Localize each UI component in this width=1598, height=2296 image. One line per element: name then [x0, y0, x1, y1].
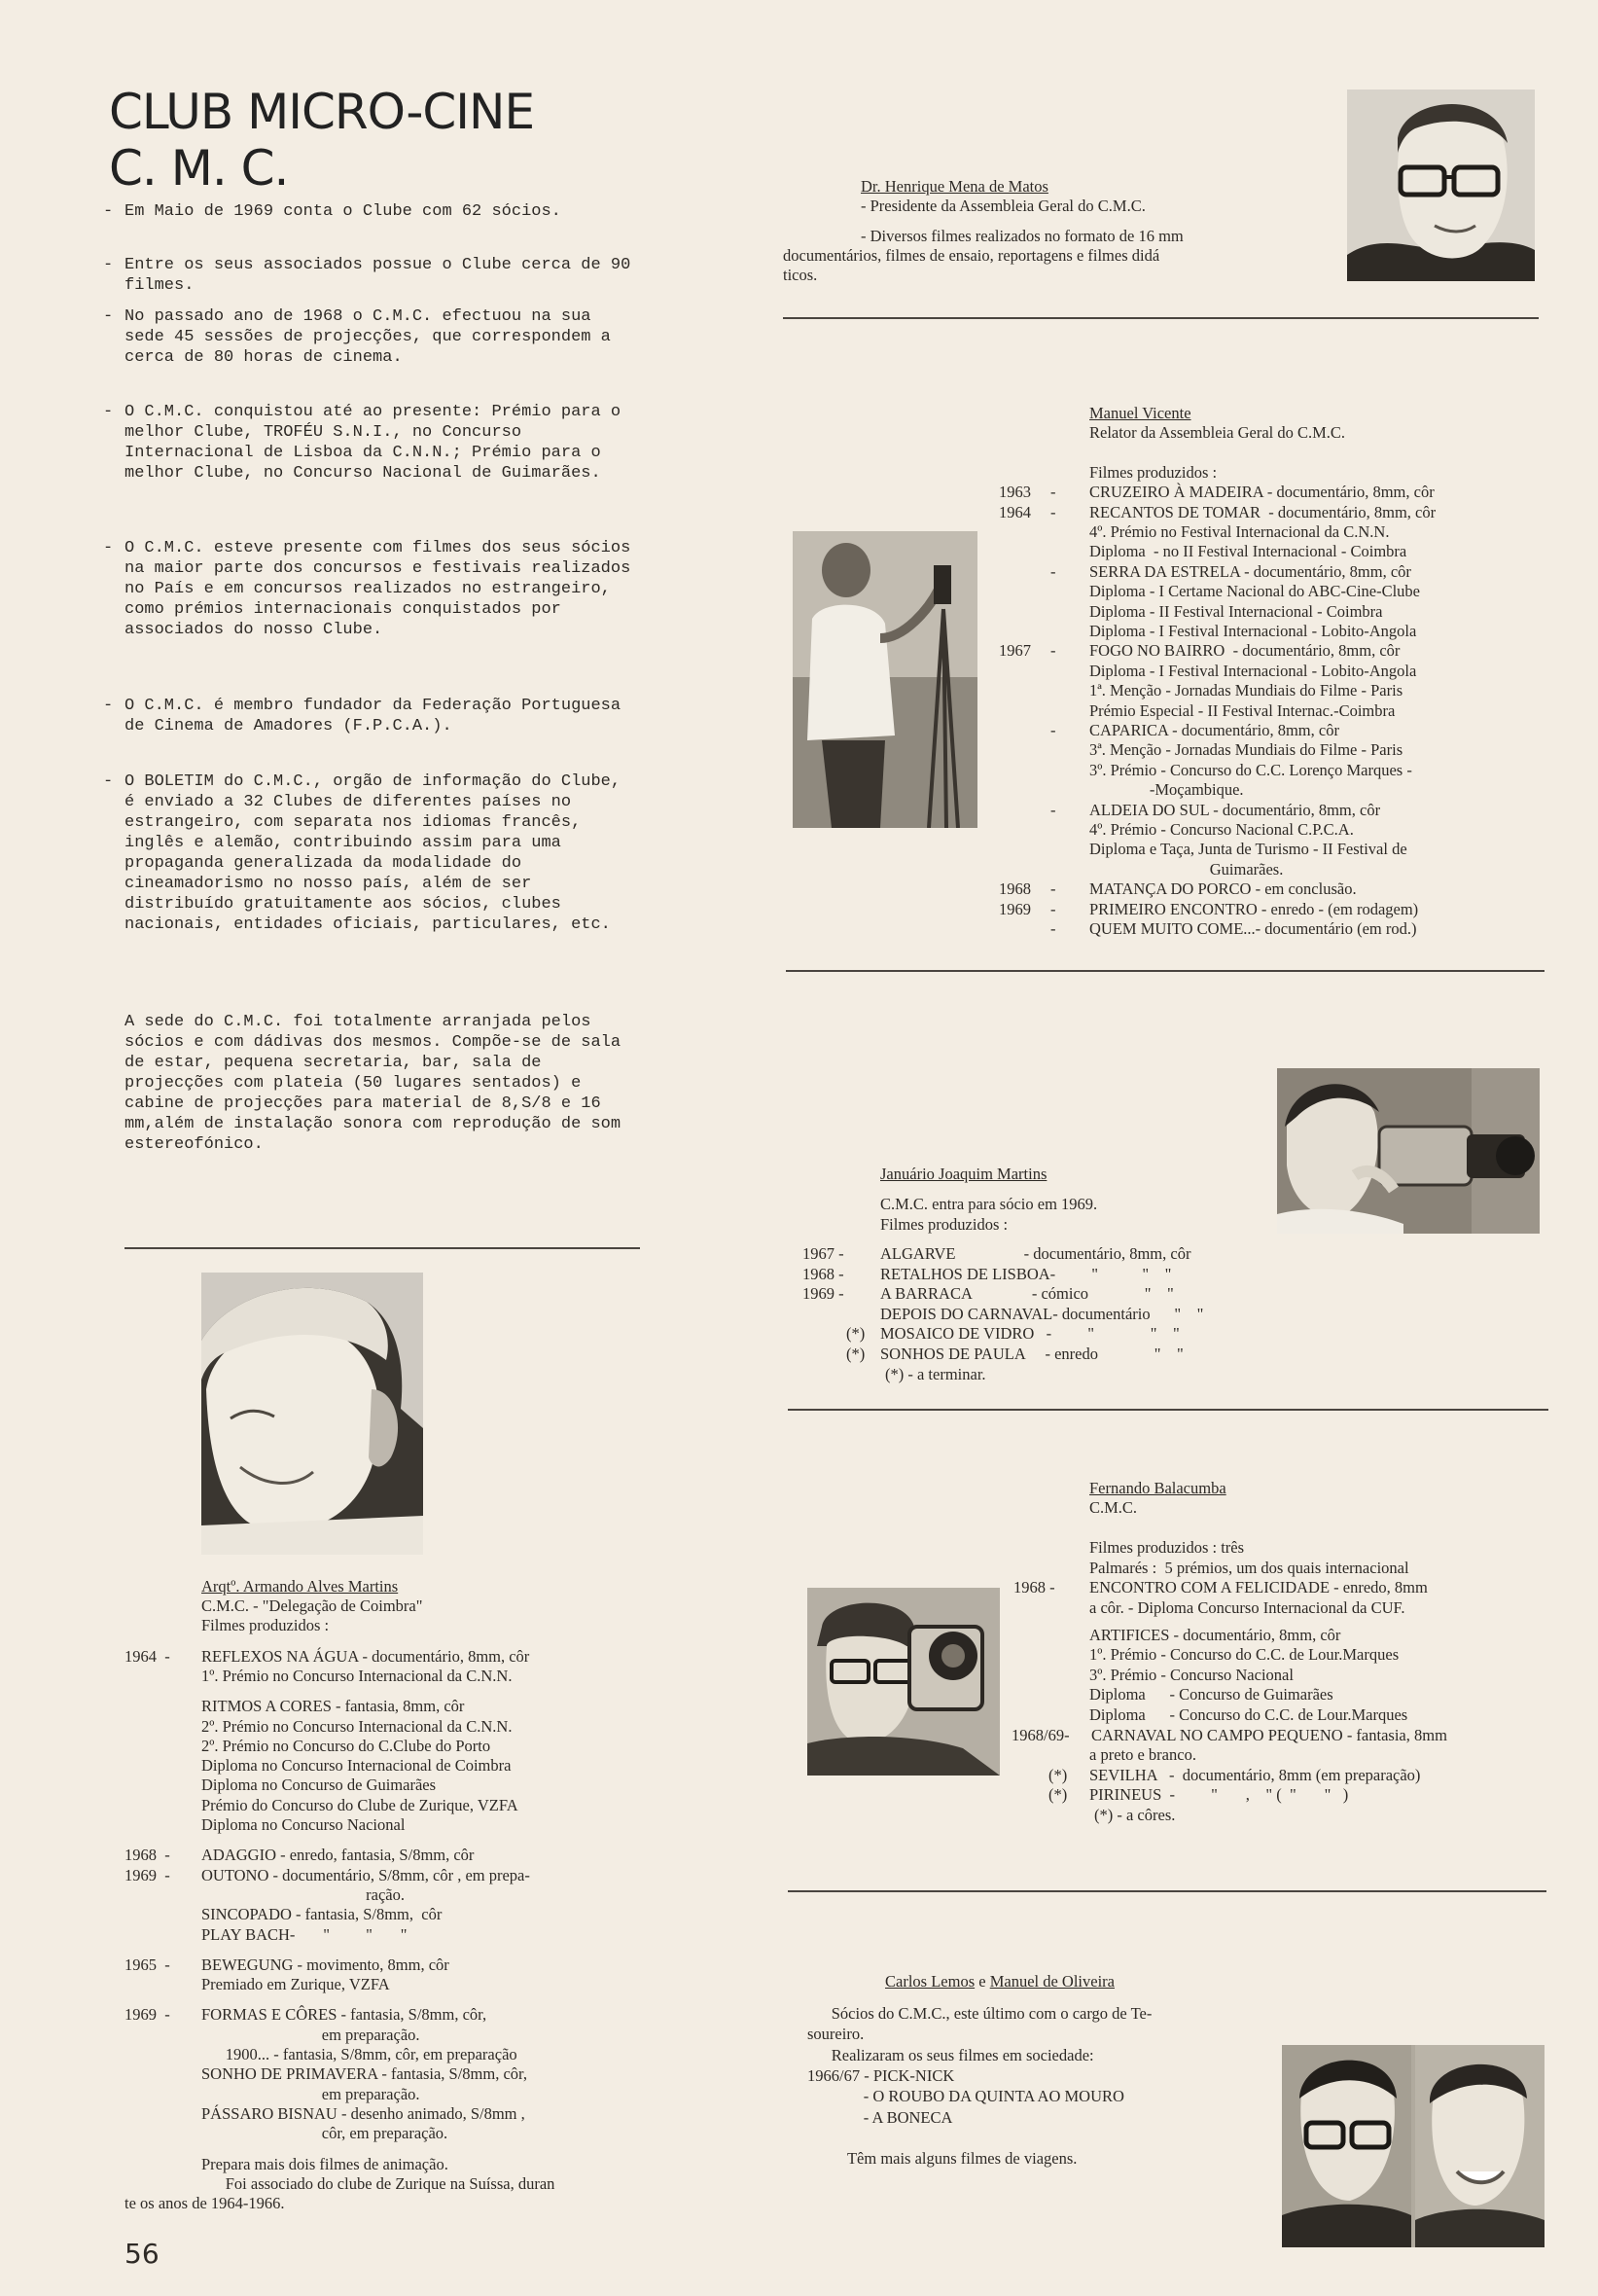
lemos-line: Sócios do C.M.C., este último com o cargo de Te-: [807, 2004, 1153, 2023]
lemos-line: 1966/67 - PICK-NICK: [807, 2065, 955, 2085]
vicente-film-line: 4º. Prémio - Concurso Nacional C.P.C.A.: [1089, 820, 1354, 839]
vicente-film-line: 3º. Prémio - Concurso do C.C. Lorenço Marques -: [1089, 760, 1412, 779]
balacumba-film-line: (*) - a côres.: [1094, 1806, 1176, 1824]
armando-film-line: BEWEGUNG - movimento, 8mm, côr: [201, 1955, 449, 1974]
photo-fernando-balacumba: [807, 1588, 1000, 1776]
fact-films: - Entre os seus associados possue o Clube cerca de 90 filmes.: [103, 256, 631, 295]
martins-year: (*): [846, 1345, 866, 1363]
vicente-dash: -: [1050, 879, 1056, 899]
armando-film-line: côr, em preparação.: [201, 2124, 448, 2143]
armando-year: 1964 -: [124, 1646, 170, 1666]
martins-film-line: MOSAICO DE VIDRO - " " ": [880, 1324, 1180, 1344]
armando-film-line: OUTONO - documentário, S/8mm, côr , em prepa-: [201, 1865, 530, 1884]
vicente-film-line: Guimarães.: [1089, 859, 1284, 879]
fact-members: - Em Maio de 1969 conta o Clube com 62 sócios.: [103, 202, 561, 221]
vicente-film-line: Diploma - I Festival Internacional - Lobito-Angola: [1089, 622, 1417, 640]
armando-film-line: em preparação.: [201, 2025, 420, 2044]
balacumba-film-line: a côr. - Diploma Concurso Internacional da CUF.: [1089, 1598, 1405, 1617]
armando-year: 1968 -: [124, 1846, 170, 1865]
martins-film-line: SONHOS DE PAULA - enredo " ": [880, 1345, 1184, 1363]
divider-balacumba: [788, 1890, 1546, 1892]
martins-film-line: DEPOIS DO CARNAVAL- documentário " ": [880, 1304, 1204, 1323]
armando-film-line: PLAY BACH- " " ": [201, 1924, 408, 1944]
martins-year: 1968 -: [802, 1264, 844, 1283]
balacumba-film-line: ARTIFICES - documentário, 8mm, côr: [1089, 1625, 1341, 1644]
photo-januario-joaquim-martins: [1277, 1068, 1540, 1234]
balacumba-year: 1968 -: [1013, 1578, 1055, 1597]
sede-paragraph: A sede do C.M.C. foi totalmente arranjada pelos sócios e com dádivas dos mesmos. Compõe-se de sala de estar, pequena secretaria, bar, sala de projecções com plateia (50 lugares sentados) e cabine de projecções para material de 8,S/8 e 16 mm,além de instalação sonora com reprodução de som estereofónico.: [124, 1013, 621, 1154]
vicente-year: 1967: [999, 641, 1031, 661]
photo-manuel-vicente: [793, 531, 977, 828]
vicente-film-line: Diploma e Taça, Junta de Turismo - II Festival de: [1089, 840, 1407, 859]
armando-year: 1969 -: [124, 1865, 170, 1884]
matos-line-1: - Diversos filmes realizados no formato de 16 mm: [861, 227, 1184, 245]
balacumba-film-line: Diploma - Concurso de Guimarães: [1089, 1685, 1333, 1704]
vicente-dash: -: [1050, 561, 1056, 581]
lemos-line: - A BONECA: [807, 2107, 953, 2127]
fact-bulletin: - O BOLETIM do C.M.C., orgão de informação do Clube, é enviado a 32 Clubes de diferentes países no estrangeiro, com separata nos idiomas francês, inglês e alemão, contribuindo assim para uma propaganda generalizada da modalidade do cineamadorismo no nosso país, além de ser distribuído gratuitamente aos sócios, clubes nacionais, entidades oficiais, particulares, etc.: [103, 772, 621, 934]
page-number: 56: [124, 2238, 160, 2270]
martins-film-line: RETALHOS DE LISBOA- " " ": [880, 1264, 1172, 1283]
vicente-dash: -: [1050, 800, 1056, 819]
divider-left: [124, 1247, 640, 1249]
armando-film-line: RITMOS A CORES - fantasia, 8mm, côr: [201, 1697, 465, 1716]
vicente-film-line: Relator da Assembleia Geral do C.M.C.: [1089, 423, 1346, 442]
balacumba-film-line: CARNAVAL NO CAMPO PEQUENO - fantasia, 8mm: [1091, 1725, 1447, 1744]
balacumba-film-line: 1º. Prémio - Concurso do C.C. de Lour.Marques: [1089, 1645, 1400, 1665]
martins-name: Januário Joaquim Martins: [880, 1165, 1048, 1183]
armando-film-line: em preparação.: [201, 2084, 420, 2103]
vicente-year: 1969: [999, 899, 1031, 918]
page-title: [109, 84, 534, 197]
lemos-header: Carlos Lemos e Manuel de Oliveira: [885, 1972, 1115, 1991]
balacumba-name: Fernando Balacumba: [1089, 1479, 1226, 1497]
vicente-dash: -: [1050, 502, 1056, 521]
balacumba-film-line: SEVILHA - documentário, 8mm (em preparação): [1089, 1765, 1421, 1784]
divider-vicente: [786, 970, 1545, 972]
matos-line-3: ticos.: [783, 266, 818, 284]
vicente-film-line: Prémio Especial - II Festival Internac.-Coimbra: [1089, 700, 1396, 720]
vicente-film-line: 1ª. Menção - Jornadas Mundiais do Filme - Paris: [1089, 681, 1403, 700]
balacumba-year: (*): [1048, 1785, 1068, 1805]
vicente-year: 1964: [999, 502, 1031, 521]
matos-line-2: documentários, filmes de ensaio, reportagens e filmes didá: [783, 246, 1160, 265]
armando-film-line: 2º. Prémio no Concurso Internacional da C.N.N.: [201, 1716, 513, 1736]
balacumba-film-line: a preto e branco.: [1089, 1745, 1196, 1765]
armando-year: 1969 -: [124, 2005, 170, 2025]
lemos-line: - O ROUBO DA QUINTA AO MOURO: [807, 2087, 1124, 2106]
lemos-name-2: Manuel de Oliveira: [989, 1972, 1115, 1991]
balacumba-film-line: PIRINEUS - " , " ( " " ): [1089, 1785, 1349, 1805]
photo-henrique-mena-de-matos: [1347, 90, 1535, 281]
vicente-film-line: 4º. Prémio no Festival Internacional da C.N.N.: [1089, 522, 1390, 541]
armando-film-line: Diploma no Concurso de Guimarães: [201, 1776, 437, 1795]
vicente-film-line: RECANTOS DE TOMAR - documentário, 8mm, côr: [1089, 502, 1437, 521]
armando-film-line: Diploma no Concurso Internacional de Coimbra: [201, 1756, 512, 1776]
vicente-dash: -: [1050, 899, 1056, 918]
vicente-year: 1968: [999, 879, 1031, 899]
vicente-film-line: Diploma - II Festival Internacional - Coimbra: [1089, 601, 1383, 621]
armando-name: Arqtº. Armando Alves Martins: [201, 1577, 399, 1596]
martins-year: 1967 -: [802, 1244, 844, 1263]
vicente-film-line: SERRA DA ESTRELA - documentário, 8mm, côr: [1089, 561, 1411, 581]
armando-year: 1965 -: [124, 1955, 170, 1974]
armando-film-line: FORMAS E CÔRES - fantasia, S/8mm, côr,: [201, 2005, 487, 2025]
balacumba-year: 1968/69-: [1012, 1725, 1070, 1744]
photo-carlos-lemos-manuel-de-oliveira: [1282, 2045, 1545, 2247]
fact-awards: - O C.M.C. conquistou até ao presente: Prémio para o melhor Clube, TROFÉU S.N.I., no Concurso Internacional de Lisboa da C.N.N.; Prémio para o melhor Clube, no Concurso Nacional de Guimarães.: [103, 403, 621, 483]
martins-year: (*): [846, 1324, 866, 1344]
balacumba-film-line: Palmarés : 5 prémios, um dos quais internacional: [1089, 1558, 1409, 1577]
armando-last-line: te os anos de 1964-1966.: [124, 2194, 285, 2213]
balacumba-film-line: 3º. Prémio - Concurso Nacional: [1089, 1665, 1294, 1684]
fact-sessions: - No passado ano de 1968 o C.M.C. efectuou na sua sede 45 sessões de projecções, que correspondem a cerca de 80 horas de cinema.: [103, 307, 611, 367]
armando-film-line: C.M.C. - "Delegação de Coimbra": [201, 1596, 423, 1615]
lemos-name-1: Carlos Lemos: [885, 1972, 976, 1991]
armando-film-line: PÁSSARO BISNAU - desenho animado, S/8mm ,: [201, 2103, 525, 2123]
title-line-1: CLUB MICRO-CINE: [109, 84, 535, 140]
vicente-film-line: ALDEIA DO SUL - documentário, 8mm, côr: [1089, 800, 1381, 819]
martins-film-line: A BARRACA - cómico " ": [880, 1284, 1174, 1304]
vicente-dash: -: [1050, 483, 1056, 502]
martins-year: 1969 -: [802, 1284, 844, 1304]
lemos-line: Têm mais alguns filmes de viagens.: [807, 2149, 1078, 2169]
martins-film-line: ALGARVE - documentário, 8mm, côr: [880, 1244, 1191, 1263]
vicente-film-line: -Moçambique.: [1089, 780, 1244, 800]
vicente-year: 1963: [999, 483, 1031, 502]
fact-federation: - O C.M.C. é membro fundador da Federação Portuguesa de Cinema de Amadores (F.P.C.A.).: [103, 697, 621, 735]
armando-film-line: Diploma no Concurso Nacional: [201, 1815, 406, 1834]
vicente-film-line: PRIMEIRO ENCONTRO - enredo - (em rodagem): [1089, 899, 1419, 918]
armando-film-line: Filmes produzidos :: [201, 1616, 330, 1635]
armando-film-line: 1900... - fantasia, S/8mm, côr, em preparação: [201, 2045, 517, 2063]
martins-film-line: C.M.C. entra para sócio em 1969.: [880, 1195, 1098, 1213]
vicente-film-line: Diploma - no II Festival Internacional - Coimbra: [1089, 542, 1407, 561]
armando-film-line: 2º. Prémio no Concurso do C.Clube do Porto: [201, 1736, 491, 1755]
lemos-line: soureiro.: [807, 2025, 865, 2044]
martins-film-line: (*) - a terminar.: [885, 1364, 986, 1383]
balacumba-film-line: Diploma - Concurso do C.C. de Lour.Marques: [1089, 1705, 1408, 1724]
armando-film-line: SINCOPADO - fantasia, S/8mm, côr: [201, 1905, 443, 1924]
armando-film-line: REFLEXOS NA ÁGUA - documentário, 8mm, côr: [201, 1646, 530, 1666]
armando-film-line: Premiado em Zurique, VZFA: [201, 1975, 390, 1994]
armando-film-line: SONHO DE PRIMAVERA - fantasia, S/8mm, côr,: [201, 2064, 527, 2084]
vicente-film-line: 3ª. Menção - Jornadas Mundiais do Filme - Paris: [1089, 740, 1403, 760]
fact-festivals: - O C.M.C. esteve presente com filmes dos seus sócios na maior parte dos concursos e festivais realizados no País e em concursos realizados no estrangeiro, como prémios internacionais conquistados por associados do nosso Clube.: [103, 539, 631, 639]
balacumba-film-line: Filmes produzidos : três: [1089, 1538, 1245, 1558]
vicente-dash: -: [1050, 919, 1056, 938]
vicente-film-line: FOGO NO BAIRRO - documentário, 8mm, côr: [1089, 641, 1401, 661]
armando-film-line: Prémio do Concurso do Clube de Zurique, VZFA: [201, 1795, 518, 1814]
martins-film-line: Filmes produzidos :: [880, 1214, 1009, 1234]
balacumba-film-line: ENCONTRO COM A FELICIDADE - enredo, 8mm: [1089, 1578, 1428, 1597]
divider-martins: [788, 1409, 1548, 1411]
lemos-line: Realizaram os seus filmes em sociedade:: [807, 2045, 1094, 2064]
vicente-film-line: Diploma - I Festival Internacional - Lobito-Angola: [1089, 661, 1417, 680]
divider-matos: [783, 317, 1539, 319]
armando-film-line: Prepara mais dois filmes de animação.: [201, 2154, 448, 2173]
photo-armando-alves-martins: [201, 1273, 423, 1555]
vicente-film-line: QUEM MUITO COME...- documentário (em rod.): [1089, 919, 1417, 938]
balacumba-film-line: C.M.C.: [1089, 1498, 1138, 1517]
vicente-name: Manuel Vicente: [1089, 404, 1191, 422]
armando-film-line: Foi associado do clube de Zurique na Suíssa, duran: [201, 2173, 555, 2193]
vicente-film-line: CRUZEIRO À MADEIRA - documentário, 8mm, côr: [1089, 483, 1435, 502]
armando-film-line: ADAGGIO - enredo, fantasia, S/8mm, côr: [201, 1846, 475, 1865]
vicente-film-line: CAPARICA - documentário, 8mm, côr: [1089, 721, 1339, 739]
vicente-film-line: MATANÇA DO PORCO - em conclusão.: [1089, 879, 1357, 899]
vicente-dash: -: [1050, 641, 1056, 661]
armando-film-line: ração.: [201, 1884, 405, 1904]
vicente-film-line: Filmes produzidos :: [1089, 462, 1218, 482]
armando-film-line: 1º. Prémio no Concurso Internacional da C.N.N.: [201, 1666, 513, 1685]
matos-role: - Presidente da Assembleia Geral do C.M.C.: [861, 197, 1146, 215]
title-line-2: C. M. C.: [109, 140, 289, 197]
vicente-dash: -: [1050, 721, 1056, 739]
balacumba-year: (*): [1048, 1765, 1068, 1784]
vicente-film-line: Diploma - I Certame Nacional do ABC-Cine-Clube: [1089, 582, 1421, 601]
matos-name: Dr. Henrique Mena de Matos: [861, 177, 1048, 196]
